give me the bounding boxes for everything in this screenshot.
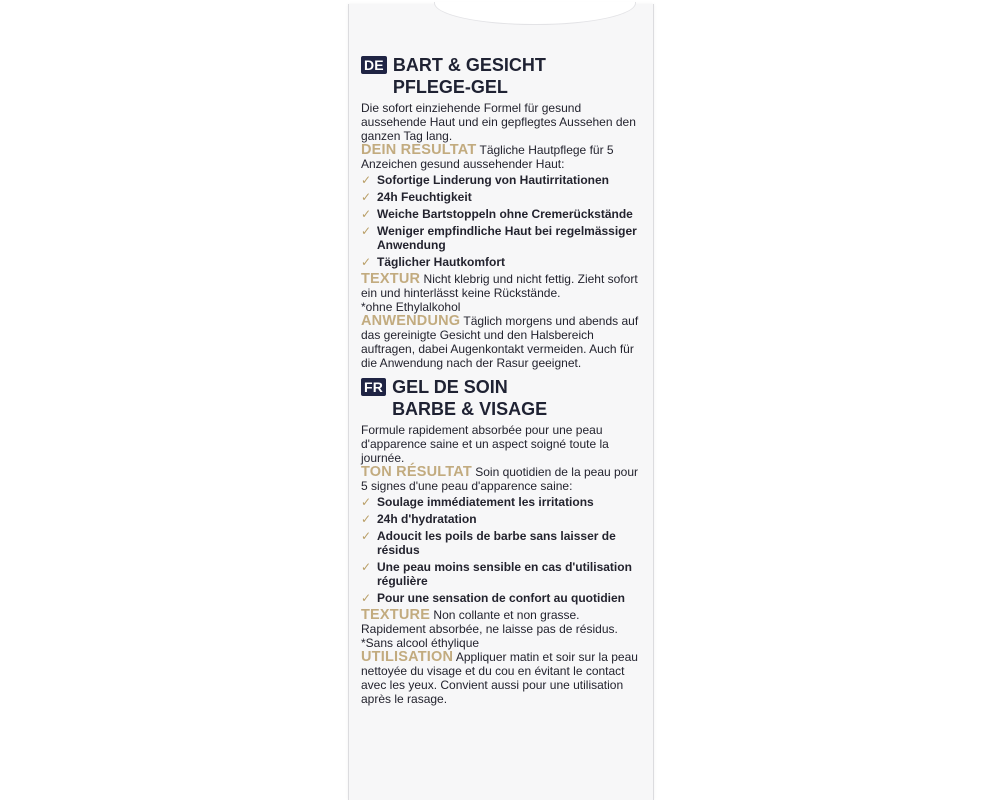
- box-tab-notch: [434, 2, 636, 25]
- de-intro: Die sofort einziehende Formel für gesund aussehende Haut und ein gepflegtes Aussehen den ganzen Tag lang.: [361, 101, 636, 143]
- fr-check-text: Une peau moins sensible en cas d'utilisation régulière: [377, 560, 632, 588]
- fr-texture-text: Non collante et non grasse. Rapidement absorbée, ne laisse pas de résidus.: [361, 608, 618, 636]
- de-section-title: [393, 54, 546, 98]
- list-item: [361, 207, 647, 221]
- de-check-text: Täglicher Hautkomfort: [377, 255, 506, 269]
- de-texture-label: TEXTUR: [361, 271, 421, 287]
- check-icon: ✓: [361, 591, 372, 605]
- check-icon: ✓: [361, 207, 372, 221]
- fr-benefit-list: [361, 495, 647, 605]
- list-item: [361, 529, 647, 557]
- product-box: [348, 4, 654, 800]
- fr-usage-label: UTILISATION: [361, 649, 454, 665]
- list-item: [361, 495, 647, 509]
- de-texture-text: Nicht klebrig und nicht fettig. Zieht sofort ein und hinterlässt keine Rückstände.: [361, 272, 638, 300]
- fr-result-text: Soin quotidien de la peau pour 5 signes d'une peau d'apparence saine:: [361, 465, 639, 493]
- fr-check-text: Adoucit les poils de barbe sans laisser de résidus: [377, 529, 616, 557]
- fr-texture-label: TEXTURE: [361, 607, 431, 623]
- check-icon: ✓: [361, 190, 372, 204]
- fr-title-line-2: BARBE & VISAGE: [392, 399, 548, 419]
- de-usage-label: ANWENDUNG: [361, 313, 461, 329]
- fr-intro: Formule rapidement absorbée pour une peau d'apparence saine et un aspect soigné toute la journée.: [361, 423, 609, 465]
- check-icon: ✓: [361, 224, 372, 238]
- list-item: [361, 591, 647, 605]
- fr-check-text: Pour une sensation de confort au quotidien: [377, 591, 626, 605]
- label-content: [361, 54, 647, 706]
- de-check-text: Weiche Bartstoppeln ohne Cremerückstände: [377, 207, 633, 221]
- de-check-text: Sofortige Linderung von Hautirritationen: [377, 173, 609, 187]
- de-check-text: 24h Feuchtigkeit: [377, 190, 472, 204]
- de-texture: [361, 272, 647, 300]
- de-section-header: [361, 54, 647, 98]
- de-benefit-list: [361, 173, 647, 269]
- check-icon: ✓: [361, 173, 372, 187]
- fr-title-line-1: GEL DE SOIN: [392, 377, 508, 397]
- fr-section-header: [361, 376, 647, 420]
- check-icon: ✓: [361, 495, 372, 509]
- check-icon: ✓: [361, 512, 372, 526]
- fr-section-title: [392, 376, 547, 420]
- check-icon: ✓: [361, 529, 372, 543]
- fr-texture: [361, 608, 647, 636]
- de-language-badge: DE: [361, 56, 387, 74]
- fr-result-label: TON RÉSULTAT: [361, 464, 472, 480]
- de-title-line-1: BART & GESICHT: [392, 55, 546, 75]
- fr-result: [361, 465, 647, 493]
- fr-texture-note: *Sans alcool éthylique: [361, 636, 480, 650]
- list-item: [361, 560, 647, 588]
- de-result: [361, 143, 647, 171]
- list-item: [361, 173, 647, 187]
- fr-usage-text: Appliquer matin et soir sur la peau nettoyée du visage et du cou en évitant le contact avec les yeux. Convient aussi pour une utilisation après le rasage.: [361, 650, 638, 706]
- de-title-line-2: PFLEGE-GEL: [392, 77, 508, 97]
- de-check-text: Weniger empfindliche Haut bei regelmässiger Anwendung: [377, 224, 637, 252]
- fr-check-text: Soulage immédiatement les irritations: [377, 495, 594, 509]
- check-icon: ✓: [361, 255, 372, 269]
- de-result-text: Tägliche Hautpflege für 5 Anzeichen gesund aussehender Haut:: [361, 143, 614, 171]
- list-item: [361, 512, 647, 526]
- list-item: [361, 190, 647, 204]
- de-result-label: DEIN RESULTAT: [361, 142, 477, 158]
- list-item: [361, 255, 647, 269]
- check-icon: ✓: [361, 560, 372, 574]
- fr-usage: [361, 650, 647, 706]
- fr-check-text: 24h d'hydratation: [377, 512, 477, 526]
- de-usage: [361, 314, 647, 370]
- fr-language-badge: FR: [361, 378, 386, 396]
- list-item: [361, 224, 647, 252]
- de-usage-text: Täglich morgens und abends auf das gereinigte Gesicht und den Halsbereich auftragen, dabei Augenkontakt vermeiden. Auch für die Anwendung nach der Rasur geeignet.: [361, 314, 639, 370]
- de-texture-note: *ohne Ethylalkohol: [361, 300, 461, 314]
